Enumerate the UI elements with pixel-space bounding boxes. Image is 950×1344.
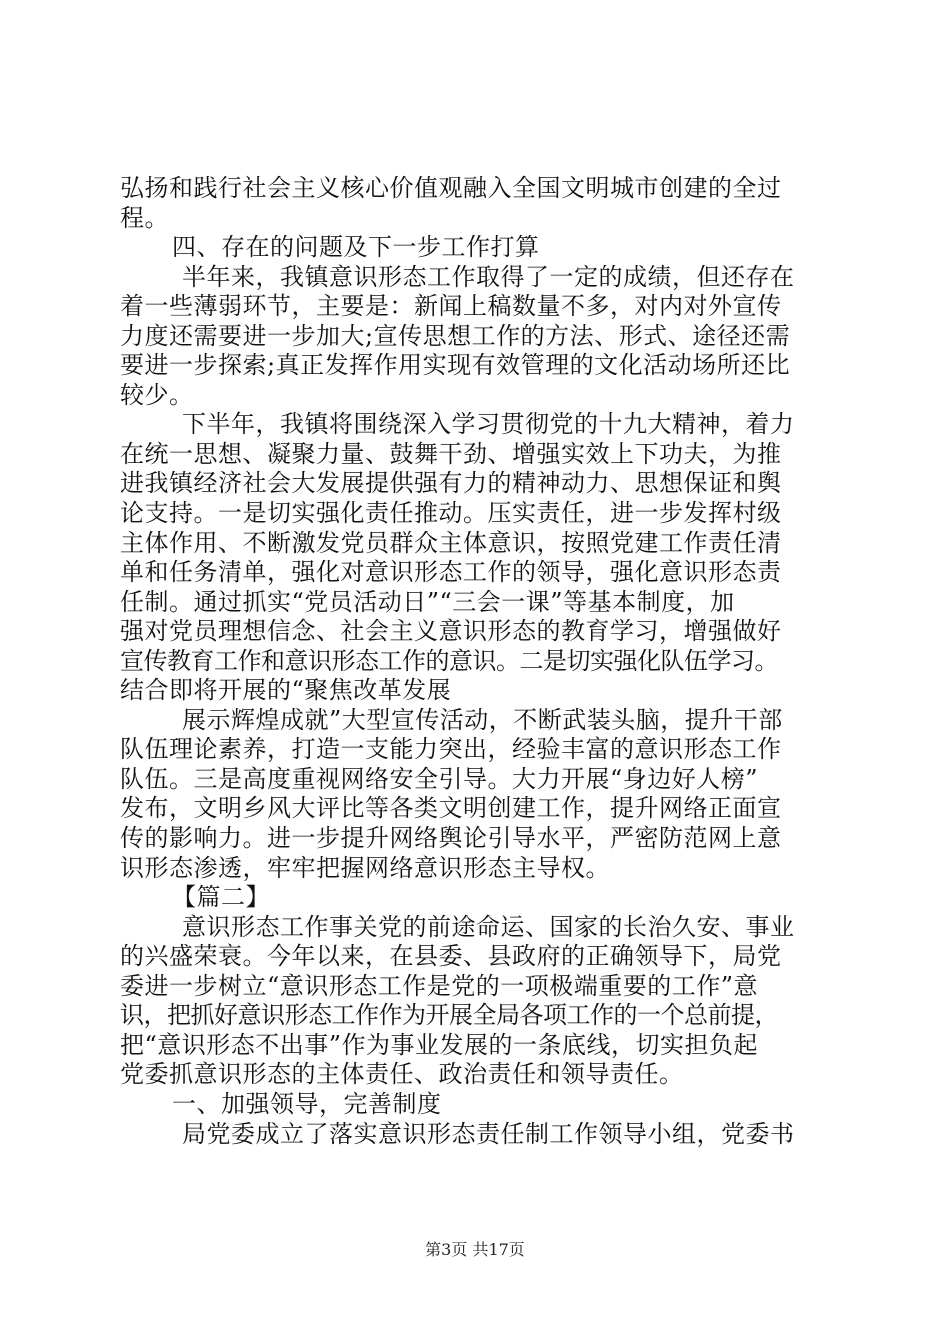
- text-line: 队伍。三是高度重视网络安全引导。大力开展“身边好人榜”: [120, 764, 759, 793]
- text-line: 弘扬和践行社会主义核心价值观融入全国文明城市创建的全过: [120, 174, 782, 202]
- text-line: 着一些薄弱环节，主要是：新闻上稿数量不多，对内对外宣传: [120, 292, 782, 321]
- text-line: 论支持。一是切实强化责任推动。压实责任，进一步发挥村级: [120, 499, 782, 528]
- text-line: 党委抓意识形态的主体责任、政治责任和领导责任。: [120, 1060, 684, 1089]
- text-line: 展示辉煌成就”大型宣传活动，不断武装头脑，提升干部: [182, 705, 783, 734]
- text-line: 传的影响力。进一步提升网络舆论引导水平，严密防范网上意: [120, 824, 782, 853]
- page-footer: [0, 1240, 950, 1260]
- document-body: [120, 174, 860, 1149]
- text-line: 在统一思想、凝聚力量、鼓舞干劲、增强实效上下功夫，为推: [120, 439, 782, 468]
- text-line: 半年来，我镇意识形态工作取得了一定的成绩，但还存在: [182, 262, 795, 291]
- text-line: 发布，文明乡风大评比等各类文明创建工作，提升网络正面宣: [120, 794, 782, 823]
- section-heading: 四、存在的问题及下一步工作打算: [172, 233, 540, 262]
- text-line: 程。: [120, 203, 169, 232]
- text-line: 识，把抓好意识形态工作作为开展全局各项工作的一个总前提，: [120, 1001, 778, 1030]
- text-line: 要进一步探索;真正发挥作用实现有效管理的文化活动场所还比: [120, 351, 791, 380]
- text-line: 力度还需要进一步加大;宣传思想工作的方法、形式、途径还需: [120, 321, 791, 350]
- section-heading: 一、加强领导，完善制度: [172, 1089, 442, 1118]
- text-line: 局党委成立了落实意识形态责任制工作领导小组，党委书: [182, 1119, 795, 1148]
- text-line: 意识形态工作事关党的前途命运、国家的长治久安、事业: [182, 912, 795, 941]
- text-line: 任制。通过抓实“党员活动日”“三会一课”等基本制度，加: [120, 587, 735, 616]
- page-number-label: 第3页 共17页: [425, 1240, 525, 1259]
- text-line: 进我镇经济社会大发展提供强有力的精神动力、思想保证和舆: [120, 469, 782, 498]
- text-line: 结合即将开展的“聚焦改革发展: [120, 676, 452, 705]
- text-line: 主体作用、不断激发党员群众主体意识，按照党建工作责任清: [120, 528, 782, 557]
- text-line: 单和任务清单，强化对意识形态工作的领导，强化意识形态责: [120, 558, 782, 587]
- text-line: 队伍理论素养，打造一支能力突出，经验丰富的意识形态工作: [120, 735, 782, 764]
- text-line: 较少。: [120, 380, 194, 409]
- text-line: 识形态渗透，牢牢把握网络意识形态主导权。: [120, 853, 610, 882]
- text-line: 委进一步树立“意识形态工作是党的一项极端重要的工作”意: [120, 971, 759, 1000]
- section-heading: 【篇二】: [172, 883, 270, 912]
- text-line: 下半年，我镇将围绕深入学习贯彻党的十九大精神，着力: [182, 410, 795, 439]
- text-line: 宣传教育工作和意识形态工作的意识。二是切实强化队伍学习。: [120, 646, 778, 675]
- text-line: 把“意识形态不出事”作为事业发展的一条底线，切实担负起: [120, 1030, 759, 1059]
- text-line: 强对党员理想信念、社会主义意识形态的教育学习，增强做好: [120, 617, 782, 646]
- text-line: 的兴盛荣衰。今年以来，在县委、县政府的正确领导下，局党: [120, 942, 782, 971]
